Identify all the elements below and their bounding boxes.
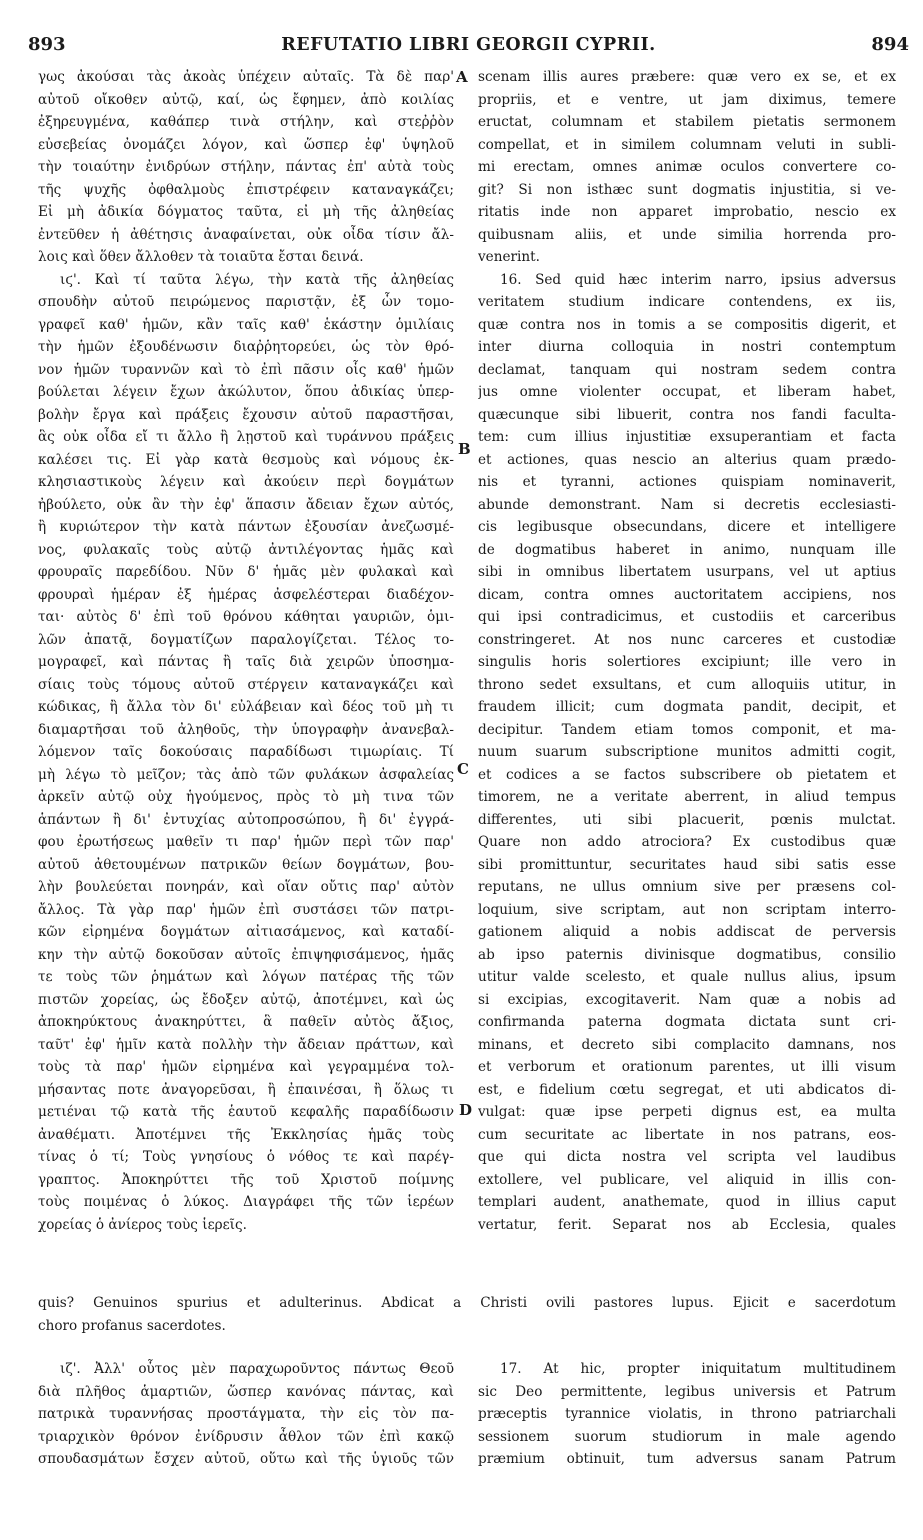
text-line: qui ipsi contradicimus, et custodiis et carceribus [478,609,896,625]
text-line: que qui dicta nostra vel scripta vel laudibus [478,1149,896,1165]
text-line: propriis, et e ventre, ut jam diximus, temere [478,91,896,108]
greek-column [38,66,454,1236]
text-line: minans, et decreto sibi complacito damnans, nos [478,1036,896,1053]
text-line: præceptis tyrannice violatis, in throno patriarchali [478,1406,896,1422]
text-line: ἁπάντων ἢ δι' ἐντυχίας αὐτοπροσώπου, ἢ δι' ἐγγρά- [38,811,454,828]
text-line: sibi promittuntur, securitates haud sibi satis esse [478,856,896,873]
text-line: nis et tyranni, actiones quispiam nominaverit, [478,474,896,490]
text-line: τίνας ὁ τί; Τοὺς γνησίους ὁ νόθος τε καὶ παρέγ- [38,1149,454,1165]
text-line: τοὺς ποιμένας ὁ λύκος. Διαγράφει τῆς τῶν ἱερέων [38,1194,454,1210]
text-line: ἠβούλετο, οὐκ ἂν τὴν ἐφ' ἅπασιν ἄδειαν ἔχων αὐτός, [38,496,454,513]
text-line: reputans, ne ullus omnium sive per præsens col- [478,879,896,895]
text-line: fraudem illicit; cum dogmata pandit, decipit, et [478,699,896,715]
text-line: eructat, columnam et stabilem pietatis sermonem [478,114,896,130]
text-line: ritatis inde non apparet improbatio, nescio ex [478,204,896,220]
latin-column [478,66,896,1236]
text-line: loquium, sive scriptam, aut non scriptam interro- [478,901,896,918]
text-line: ἢ κυριώτερον τὴν κατὰ πάντων ἐξουσίαν ἀνεζωσμέ- [38,519,454,535]
latin-column-2 [478,1358,896,1471]
text-line: ιζ'. Ἀλλ' οὗτος μὲν παραχωροῦντος πάντως Θεοῦ [60,1361,454,1377]
margin-marker-c: C [457,760,469,778]
text-line: σίαις τοὺς τόμους αὐτοῦ στέργειν καταναγκάζει καὶ [38,676,454,693]
text-line: git? Si non isthæc sunt dogmatis injustitia, si ve- [478,181,896,198]
text-line: est, e fidelium cœtu segregat, et uti abdicatos di- [478,1081,896,1098]
margin-marker-a: A [456,68,468,86]
text-line: γως ἀκούσαι τὰς ἀκοὰς ὑπέχειν αὐταῖς. Τὰ δὲ παρ' [38,69,454,85]
margin-marker-d: D [459,1101,473,1119]
text-line: μὴ λέγω τὸ μεῖζον; τὰς ἀπὸ τῶν φυλάκων ἀσφαλείας [38,766,454,783]
text-line: cis legibusque obsecundans, dicere et intelligere [478,519,896,535]
text-line: et actiones, quas nescio an alterius quam prædo- [478,451,896,468]
text-line: tem: cum illius injustitiæ exsuperantiam et facta [478,429,896,445]
text-line: Εἰ μὴ ἀδικία δόγματος ταῦτα, εἰ μὴ τῆς ἀληθείας [38,204,454,220]
text-line: ἃς οὐκ οἶδα εἴ τι ἄλλο ἢ λῃστοῦ καὶ τυράννου πράξεις [38,429,454,445]
text-line: nuum suarum subscriptione munitos admitti cogit, [478,744,896,760]
text-line: sic Deo permittente, legibus universis et Patrum [478,1383,896,1400]
text-line: dicam, contra omnes auctoritatem accipiens, nos [478,586,896,603]
text-line: νον ἡμῶν τυραννῶν καὶ τὸ ἐπὶ πᾶσιν οἷς καθ' ἡμῶν [38,361,454,378]
text-line: decipitur. Tandem etiam tomos componit, et ma- [478,721,896,738]
text-line: κώδικας, ἢ ἄλλα τὸν δι' εὐλάβειαν καὶ δέος τοῦ μὴ τι [38,699,454,715]
text-line: ιϛ'. Καὶ τί ταῦτα λέγω, τὴν κατὰ τῆς ἀληθείας [60,271,454,288]
text-line: πιστῶν χορείας, ὡς ἔδοξεν αὐτῷ, ἀποτέμνει, καὶ ὡς [38,991,454,1008]
text-line: φρουραὶ ἡμέραν ἐξ ἡμέρας ἀσφελέστεραι διαδέχον- [38,586,454,603]
margin-marker-b: B [458,440,471,458]
text-line: præmium obtinuit, tum adversus sanam Patrum [478,1451,896,1467]
text-line: σπουδὴν αὐτοῦ πειρώμενος παριστᾷν, ἐξ ὧν τομο- [38,294,454,310]
text-line: ἀρκεῖν αὐτῷ οὐχ ἡγούμενος, πρὸς τὸ μὴ τινα τῶν [38,789,454,805]
text-line: 17. At hic, propter iniquitatum multitudinem [500,1361,896,1377]
text-line: differentes, uti sibi placuerit, pœnis mulctat. [478,811,896,828]
text-line: νος, φυλακαῖς τοὺς αὐτῷ ἀντιλέγοντας ἡμᾶς καὶ [38,541,454,558]
running-title: REFUTATIO LIBRI GEORGII CYPRII. [281,35,656,55]
text-line: declamat, tanquam qui nostram sedem contra [478,361,896,378]
text-line: et codices a se factos subscribere ob pietatem et [478,766,896,783]
text-line: venerint. [478,249,540,265]
text-line: jus omne violenter occupat, et liberam habet, [478,384,896,400]
text-line: λὴν βουλεύεται πονηράν, καὶ οἵαν οὔτις παρ' αὐτὸν [38,879,454,895]
text-line: φρουραῖς παρεδίδου. Νῦν δ' ἡμᾶς μὲν φυλακαὶ καὶ [38,564,454,580]
text-line: extollere, vel publicare, vel aliquid in illis con- [478,1171,896,1188]
text-line: singulis horis solertiores excipiunt; ille vero in [478,654,896,670]
text-line: γραπτος. Ἀποκηρύττει τῆς τοῦ Χριστοῦ ποίμνης [38,1171,454,1188]
text-line: αὐτοῦ οἴκοθεν αὐτῷ, καί, ὡς ἔφημεν, ἀπὸ κοιλίας [38,91,454,108]
text-line: ταῦτ' ἐφ' ἡμῖν κατὰ πολλὴν τὴν ἄδειαν πράττων, καὶ [38,1036,454,1053]
text-line: ἄλλος. Τὰ γὰρ παρ' ἡμῶν ἐπὶ συστάσει τῶν πατρι- [38,901,454,918]
text-line: timorem, ne a veritate aberrent, in aliud tempus [478,789,896,805]
text-line: μογραφεῖ, καὶ πάντας ἢ ταῖς διὰ χειρῶν ὑποσημα- [38,654,454,670]
text-line: utitur valde scelesto, et quale nullus alius, ipsum [478,969,896,985]
text-line: εὐσεβείας ὀνομάζει λόγον, καὶ ὥσπερ ἐφ' ὑψηλοῦ [38,136,454,153]
full-width-line [38,1292,896,1337]
text-line: scenam illis aures præbere: quæ vero ex se, et ex [478,69,896,85]
text-line: throno sedet exsultans, et cum alloquiis utitur, in [478,676,896,693]
text-line: ται· αὐτὸς δ' ἐπὶ τοῦ θρόνου κάθηται γαυριῶν, ὁμι- [38,609,454,625]
text-line: λῶν ἀπατᾷ, δογματίζων παραλογίζεται. Τέλος το- [38,631,454,648]
text-line: sibi in omnibus libertatem usurpans, vel ut aptius [478,564,896,580]
text-line: τῆς ψυχῆς ὀφθαλμοὺς ἐπιστρέφειν καταναγκάζει; [38,181,454,198]
text-line: γραφεῖ καθ' ἡμῶν, κἂν ταῖς καθ' ἑκάστην ὁμιλίαις [38,316,454,333]
text-line: τε τοὺς τῶν ῥημάτων καὶ λόγων πατέρας τῆς τῶν [38,969,454,985]
text-line: βολὴν ἔργα καὶ πράξεις ἔχουσιν αὐτοῦ παραστῆσαι, [38,406,454,423]
text-line: abunde demonstrant. Nam si decretis ecclesiasti- [478,496,896,513]
full-line-1: quis? Genuinos spurius et adulterinus. Abdicat a Christi ovili pastores lupus. Ejicit e sacerdotum [38,1295,896,1311]
text-line: κην τὴν αὐτῷ δοκοῦσαν αὐτοῖς ἐπιψηφισάμενος, ἡμᾶς [38,946,454,963]
text-line: κῶν εἰρημένα δογμάτων αἰτιασάμενος, καὶ καταδί- [38,924,454,940]
text-line: λόμενον ταῖς δοκούσαις παραδίδωσι τιμωρίαις. Τί [38,744,454,760]
text-line: μετιέναι τῷ κατὰ τῆς ἑαυτοῦ κεφαλῆς παραδίδωσιν [38,1104,454,1120]
text-line: gationem aliquid a nobis addiscat de perversis [478,924,896,940]
text-line: vertatur, ferit. Separat nos ab Ecclesia, quales [478,1216,896,1233]
greek-column-2 [38,1358,454,1471]
text-line: de dogmatibus haberet in animo, nunquam ille [478,541,896,558]
full-line-2: choro profanus sacerdotes. [38,1317,226,1334]
text-line: χορείας ὁ ἀνίερος τοὺς ἱερεῖς. [38,1216,247,1233]
text-line: templari audent, anathemate, quod in illius caput [478,1194,896,1210]
text-line: sessionem suorum studiorum in male agendo [478,1428,896,1445]
text-line: σπουδασμάτων ἔσχεν αὐτοῦ, οὕτω καὶ τῆς ὑγιοῦς τῶν [38,1451,454,1467]
right-page-number: 894 [871,34,909,55]
text-line: πατρικὰ τυραννήσας προστάγματα, τὴν εἰς τὸν πα- [38,1406,454,1422]
text-line: compellat, et in similem columnam veluti in subli- [478,136,896,153]
text-line: ἐντεῦθεν ἡ ἀθέτησις ἀναφαίνεται, οὐκ οἶδα τίσιν ἄλ- [38,226,454,243]
text-line: αὐτοῦ ἀθετουμένων πατρικῶν θείων δογμάτων, βου- [38,856,454,873]
text-line: ab ipso paternis divinisque dogmatibus, consilio [478,946,896,963]
text-line: mi erectam, omnes animæ oculos convertere co- [478,159,896,175]
text-line: φου ἐρωτήσεως μαθεῖν τι παρ' ἡμῶν περὶ τῶν παρ' [38,834,454,850]
text-line: βούλεται λέγειν ἔχων ἀκώλυτον, ὅπου ἀδικίας ὑπερ- [38,384,454,400]
text-line: si excipias, excogitaverit. Nam quæ a nobis ad [478,991,896,1008]
text-line: τοὺς τὰ παρ' ἡμῶν εἰρημένα καὶ γεγραμμένα τολ- [38,1059,454,1075]
text-line: μήσαντας ποτε ἀναγορεῦσαι, ἢ ἐπαινέσαι, ἢ ὅλως τι [38,1081,454,1098]
text-line: Quare non addo atrociora? Ex custodibus quæ [478,834,896,850]
text-line: constringeret. At nos nunc carceres et custodiæ [478,631,896,648]
page-header [28,34,909,64]
text-line: quæ contra nos in tomis a se compositis digerit, et [478,316,896,333]
text-line: κλησιαστικοὺς λέγειν καὶ ἀκούειν περὶ δογμάτων [38,474,454,490]
text-line: confirmanda paterna dogmata dictata sunt cri- [478,1014,896,1030]
text-line: διαμαρτῆσαι τοῦ ἀληθοῦς, τὴν ὑπογραφὴν ἀνανεβαλ- [38,721,454,738]
text-line: et verborum et orationum parentes, ut illi visum [478,1059,896,1075]
text-line: cum securitate ac libertate in nos patrans, eos- [478,1126,896,1143]
text-line: καλέσει τις. Εἰ γὰρ κατὰ θεσμοὺς καὶ νόμους ἐκ- [38,451,454,468]
text-line: λοις καὶ ὅθεν ἄλλοθεν τὰ τοιαῦτα ἔσται δεινά. [38,249,364,265]
left-page-number: 893 [28,34,66,55]
text-line: quibusnam aliis, et unde similia horrenda pro- [478,226,896,243]
text-line: διὰ πλῆθος ἁμαρτιῶν, ὥσπερ κανόνας πάντας, καὶ [38,1383,454,1400]
text-line: 16. Sed quid hæc interim narro, ipsius adversus [500,271,896,288]
text-line: ἀναθέματι. Ἀποτέμνει τῆς Ἐκκλησίας ἡμᾶς τοὺς [38,1126,454,1143]
text-line: τὴν τοιαύτην ἐνιδρύων στήλην, πάντας ἐπ' αὐτὰ τοὺς [38,159,454,175]
text-line: ἀποκηρύκτους ἀνακηρύττει, ἃ παθεῖν αὐτὸς ἄξιος, [38,1014,454,1030]
text-line: τριαρχικὸν θρόνον ἐνίδρυσιν ἆθλον τῶν ἐπὶ κακῷ [38,1428,454,1445]
text-line: veritatem studium indicare contendens, ex iis, [478,294,896,310]
text-line: τὴν ἡμῶν ἐξουδένωσιν διαῤῥητορεύει, ὡς τὸν θρό- [38,339,454,355]
text-line: inter diurna colloquia in nostri contemptum [478,339,896,355]
text-line: ἐξηρευγμένα, καθάπερ τινὰ στήλην, καὶ στεῤῥὸν [38,114,454,130]
text-line: quæcunque sibi libuerit, contra nos fandi facultа- [478,406,896,423]
text-line: vulgat: quæ ipse perpeti dignus est, ea multa [478,1104,896,1120]
